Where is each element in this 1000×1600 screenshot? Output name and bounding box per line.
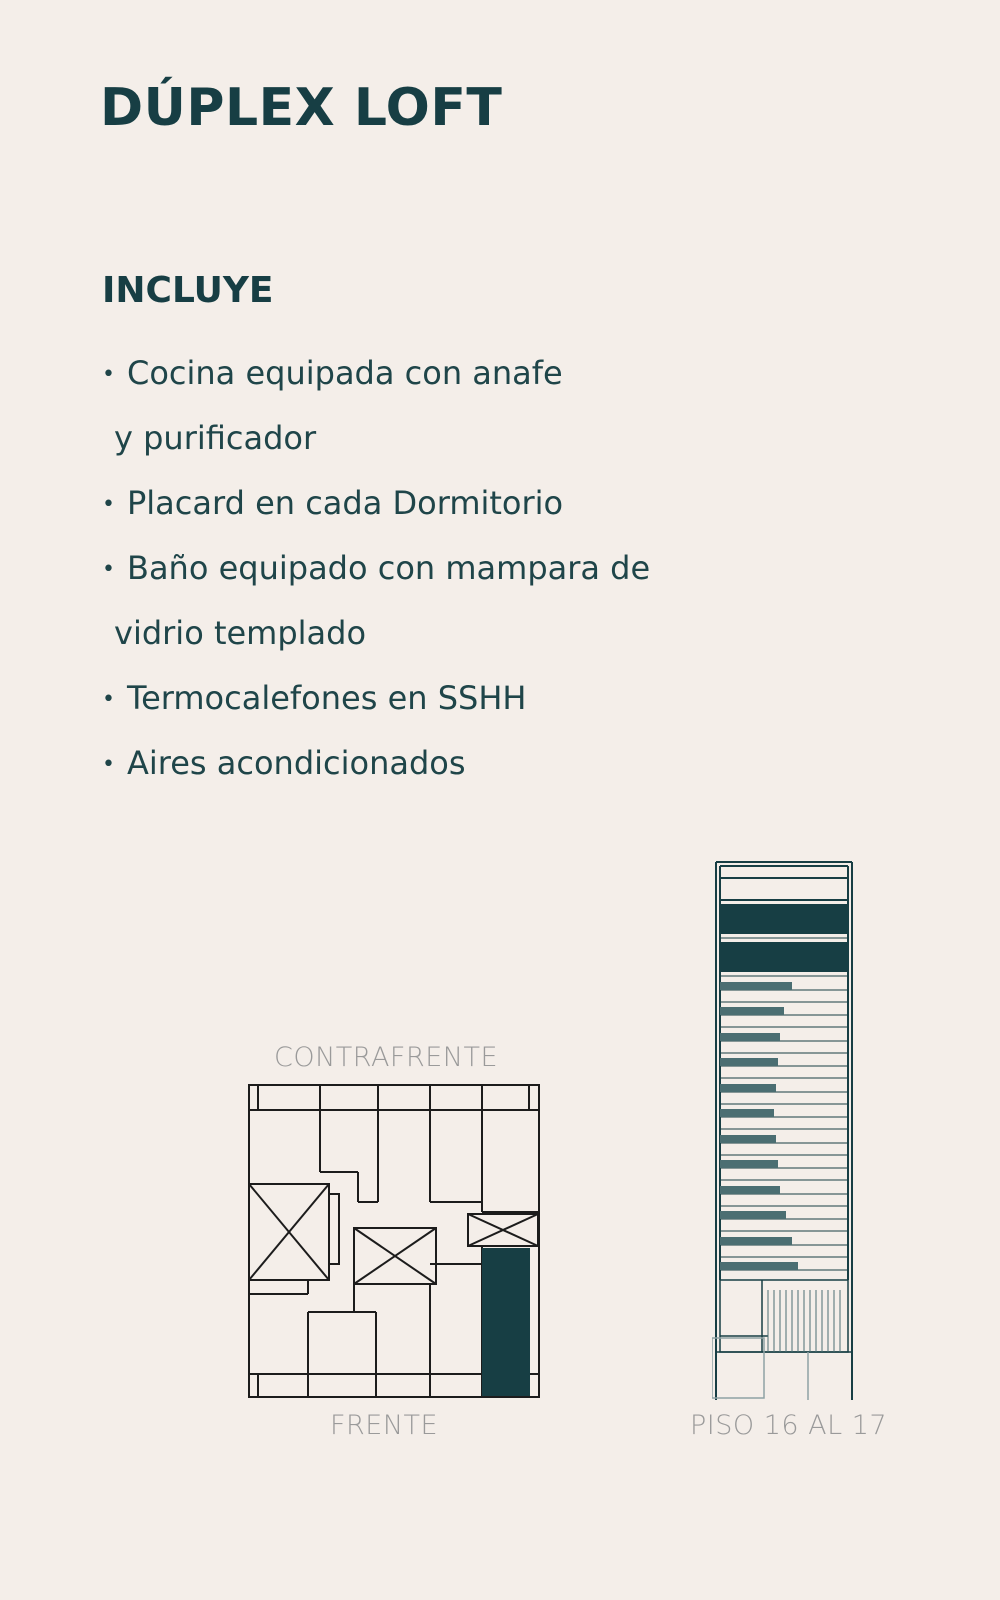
list-item <box>102 480 650 538</box>
plan-bottom-label: FRENTE <box>330 1410 439 1441</box>
bullet-icon: • <box>102 492 115 517</box>
list-item <box>102 415 650 473</box>
list-item <box>102 740 650 798</box>
list-item-text: Baño equipado con mampara de <box>126 549 651 587</box>
list-item-text: y purificador <box>114 419 317 457</box>
list-item <box>102 545 650 603</box>
list-item <box>102 610 650 668</box>
building-elevation <box>712 860 856 1400</box>
bullet-icon: • <box>102 687 115 712</box>
list-item <box>102 350 650 408</box>
list-item-text: vidrio templado <box>114 614 367 652</box>
bullet-icon: • <box>102 752 115 777</box>
plan-top-label: CONTRAFRENTE <box>274 1042 499 1073</box>
feature-list <box>102 350 650 805</box>
bullet-icon: • <box>102 557 115 582</box>
bullet-icon: • <box>102 362 115 387</box>
floor-plan <box>248 1084 542 1400</box>
highlighted-unit <box>482 1248 530 1396</box>
list-item-text: Cocina equipada con anafe <box>126 354 563 392</box>
elevation-label: PISO 16 AL 17 <box>690 1410 888 1441</box>
list-item-text: Placard en cada Dormitorio <box>126 484 564 522</box>
section-heading: INCLUYE <box>102 270 274 311</box>
list-item-text: Termocalefones en SSHH <box>126 679 527 717</box>
list-item <box>102 675 650 733</box>
page-title: DÚPLEX LOFT <box>100 78 503 138</box>
list-item-text: Aires acondicionados <box>126 744 466 782</box>
